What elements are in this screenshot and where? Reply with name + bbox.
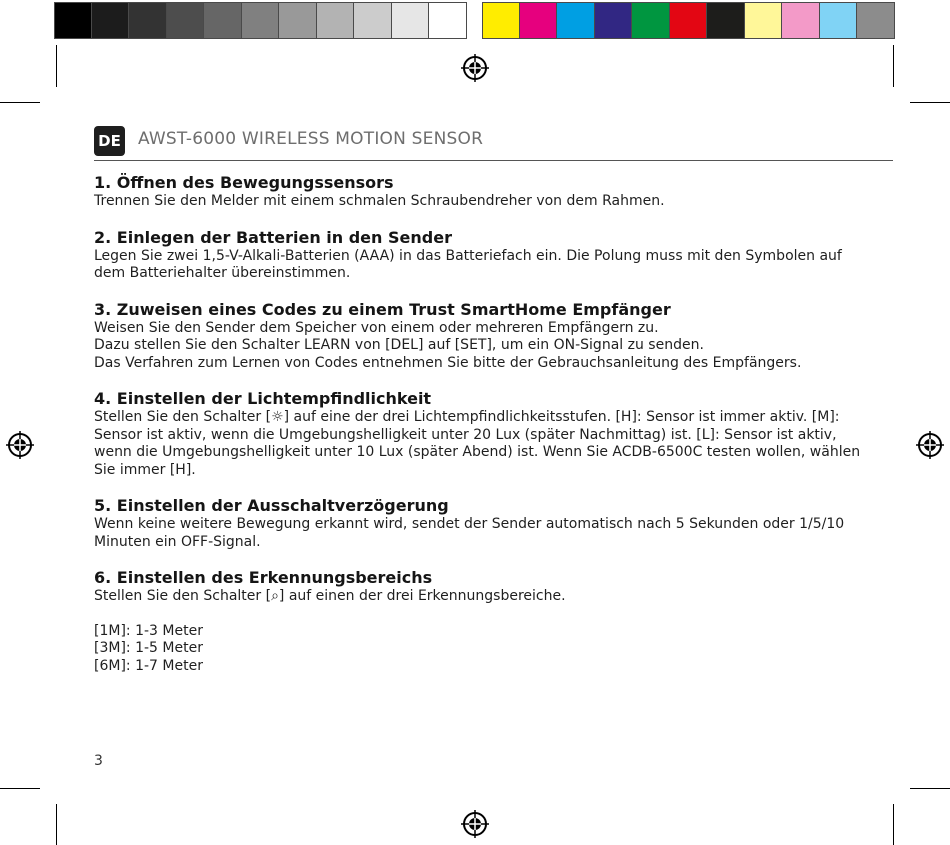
calibration-swatch: [204, 2, 242, 39]
crop-mark: [0, 102, 40, 103]
section-light-sensitivity: [94, 389, 874, 479]
page-number: 3: [94, 753, 103, 769]
section-off-delay: [94, 496, 874, 551]
section-text: Das Verfahren zum Lernen von Codes entnehmen Sie bitte der Gebrauchsanleitung des Empfängers.: [94, 354, 802, 371]
range-item: [6M]: 1-7 Meter: [94, 657, 203, 674]
calibration-swatch: [167, 2, 205, 39]
calibration-swatch: [745, 2, 783, 39]
section-open-sensor: [94, 173, 874, 211]
section-text: Dazu stellen Sie den Schalter LEARN von [DEL] auf [SET], um ein ON-Signal zu senden.: [94, 337, 704, 353]
section-text: Weisen Sie den Sender dem Speicher von einem oder mehreren Empfängern zu.: [94, 319, 659, 336]
calibration-swatch: [670, 2, 708, 39]
section-assign-code: [94, 300, 874, 373]
crop-mark: [893, 804, 894, 845]
crop-mark: [910, 102, 950, 103]
crop-mark: [910, 788, 950, 789]
calibration-swatch: [520, 2, 558, 39]
registration-mark-icon: [461, 54, 489, 82]
calibration-swatch: [820, 2, 858, 39]
crop-mark: [56, 45, 57, 87]
calibration-swatch: [557, 2, 595, 39]
calibration-swatch: [857, 2, 895, 39]
range-item: [1M]: 1-3 Meter: [94, 622, 203, 639]
calibration-swatch: [595, 2, 633, 39]
instructions-body: [94, 173, 874, 675]
section-insert-batteries: [94, 228, 874, 283]
section-text: Wenn keine weitere Bewegung erkannt wird, sendet der Sender automatisch nach 5 Sekunden oder 1/5/10 Minuten ein OFF-Signal.: [94, 516, 845, 550]
crop-mark: [0, 788, 40, 789]
calibration-swatch: [707, 2, 745, 39]
calibration-swatch: [54, 2, 92, 39]
calibration-swatch: [429, 2, 467, 39]
section-text: Stellen Sie den Schalter [⌕] auf einen der drei Erkennungsbereiche.: [94, 588, 566, 604]
calibration-swatch: [782, 2, 820, 39]
registration-mark-icon: [6, 431, 34, 459]
calibration-swatch: [279, 2, 317, 39]
calibration-swatch: [242, 2, 280, 39]
section-heading: 2. Einlegen der Batterien in den Sender: [94, 227, 452, 247]
range-list: [94, 623, 874, 676]
calibration-swatch: [632, 2, 670, 39]
calibration-swatch: [129, 2, 167, 39]
language-badge: DE: [94, 126, 125, 156]
registration-mark-icon: [916, 431, 944, 459]
document-title: AWST-6000 WIRELESS MOTION SENSOR: [138, 129, 484, 149]
color-calibration-bar: [482, 2, 895, 40]
section-heading: 6. Einstellen des Erkennungsbereichs: [94, 568, 433, 587]
section-heading: 1. Öffnen des Bewegungssensors: [94, 173, 394, 192]
calibration-swatch: [354, 2, 392, 39]
calibration-swatch: [392, 2, 430, 39]
section-detection-range: [94, 568, 874, 606]
section-text: Trennen Sie den Melder mit einem schmalen Schraubendreher von dem Rahmen.: [94, 193, 665, 209]
crop-mark: [56, 804, 57, 845]
calibration-swatch: [482, 2, 520, 39]
grayscale-calibration-bar: [54, 2, 467, 40]
calibration-swatch: [317, 2, 355, 39]
calibration-swatch: [92, 2, 130, 39]
section-text: Stellen Sie den Schalter [☼] auf eine der drei Lichtempfindlichkeitsstufen. [H]: Sensor ist immer aktiv. [M]: Sensor ist aktiv, wenn die Umgebungshelligkeit unter 20 Lux (später Nachmittag) ist. [L]: Sensor ist aktiv, wenn die Umgebungshelligkeit unter 10 Lux (später Abend) ist. Wenn Sie ACDB-6500C testen wollen, wählen Sie immer [H].: [94, 409, 861, 478]
registration-mark-icon: [461, 810, 489, 838]
section-heading: 5. Einstellen der Ausschaltverzögerung: [94, 496, 449, 515]
range-item: [3M]: 1-5 Meter: [94, 640, 203, 656]
header-divider: [94, 160, 893, 161]
crop-mark: [893, 45, 894, 87]
section-heading: 4. Einstellen der Lichtempfindlichkeit: [94, 389, 432, 408]
section-text: Legen Sie zwei 1,5-V-Alkali-Batterien (AAA) in das Batteriefach ein. Die Polung muss mit den Symbolen auf dem Batteriehalter übereinstimmen.: [94, 247, 842, 281]
section-heading: 3. Zuweisen eines Codes zu einem Trust SmartHome Empfänger: [94, 299, 671, 319]
